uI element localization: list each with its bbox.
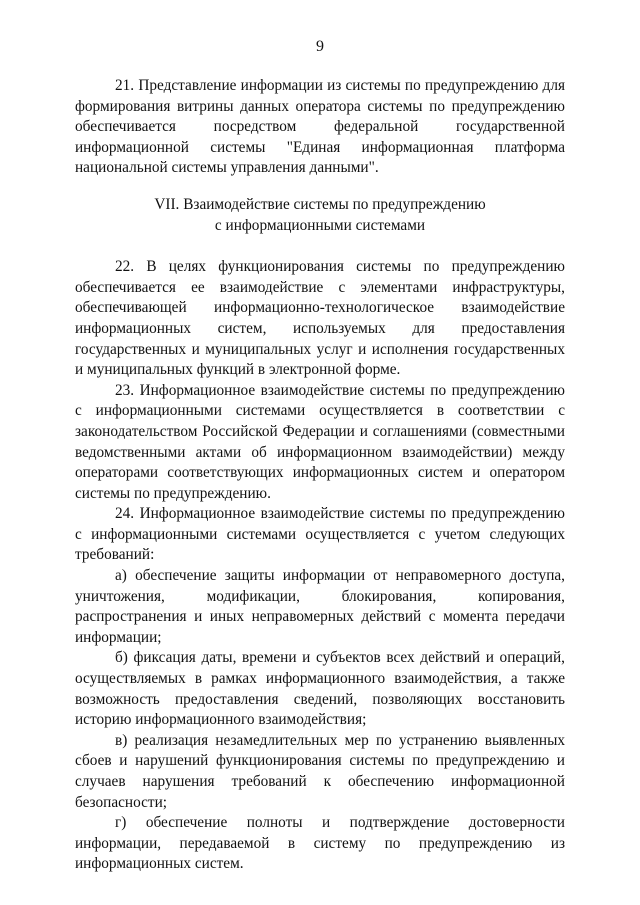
section-heading-line-1: VII. Взаимодействие системы по предупреждению bbox=[154, 195, 486, 213]
document-body bbox=[75, 76, 565, 875]
paragraph-24: 24. Информационное взаимодействие системы по предупреждению с информационными системами осуществляется с учетом следующих требований: bbox=[75, 505, 565, 564]
paragraph-23: 23. Информационное взаимодействие системы по предупреждению с информационными системами осуществляется в соответствии с законодательством Российской Федерации и соглашениями (совместными ведомственными актами об информационном взаимодействии) между операторами соответствующих информационных систем и оператором системы по предупреждению. bbox=[75, 381, 565, 502]
paragraph-24-d: г) обеспечение полноты и подтверждение достоверности информации, передаваемой в систему по предупреждению из информационных систем. bbox=[75, 814, 565, 873]
page-number: 9 bbox=[316, 38, 324, 55]
section-heading-vii bbox=[75, 195, 565, 236]
paragraph-21: 21. Представление информации из системы по предупреждению для формирования витрины данных оператора системы по предупреждению обеспечивается посредством федеральной государственной информационной системы "Единая информационная платформа национальной системы управления данными". bbox=[75, 77, 565, 177]
paragraph-24-a: а) обеспечение защиты информации от неправомерного доступа, уничтожения, модификации, блокирования, копирования, распространения и иных неправомерных действий с момента передачи информации; bbox=[75, 567, 565, 646]
paragraph-24-c: в) реализация незамедлительных мер по устранению выявленных сбоев и нарушений функционирования системы по предупреждению и случаев нарушения требований к обеспечению информационной безопасности; bbox=[75, 731, 565, 811]
section-heading-line-2: с информационными системами bbox=[214, 216, 426, 234]
paragraph-24-b: б) фиксация даты, времени и субъектов всех действий и операций, осуществляемых в рамках информационного взаимодействия, а также возможность предоставления сведений, позволяющих восстановить историю информационного взаимодействия; bbox=[75, 649, 565, 729]
paragraph-22: 22. В целях функционирования системы по предупреждению обеспечивается ее взаимодействие с элементами инфраструктуры, обеспечивающей информационно-технологическое взаимодействие информационных систем, используемых для предоставления государственных и муниципальных услуг и исполнения государственных и муниципальных функций в электронной форме. bbox=[75, 258, 565, 379]
